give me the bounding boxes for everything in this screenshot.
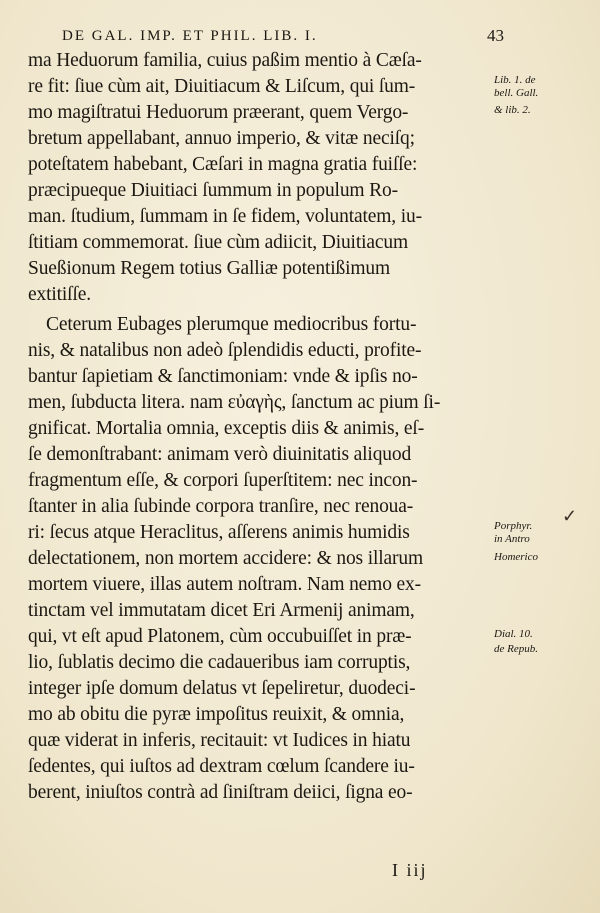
margin-note: in Antro [494, 533, 530, 545]
text-line: lio, ſublatis decimo die cadaueribus iam corruptis, [28, 652, 411, 673]
text-line: bantur ſapietiam & ſanctimoniam: vnde & ipſis no- [28, 366, 418, 387]
text-line: ſedentes, qui iuſtos ad dextram cœlum ſcandere iu- [28, 756, 415, 777]
text-line: quæ viderat in inferis, recitauit: vt Iudices in hiatu [28, 730, 411, 751]
margin-note: de Repub. [494, 643, 538, 655]
page-number: 43 [487, 26, 504, 45]
text-line: ma Heduorum familia, cuius paßim mentio à Cæſa- [28, 50, 422, 71]
running-title: DE GAL. IMP. ET PHIL. LIB. I. [62, 28, 318, 44]
text-line: nis, & natalibus non adeò ſplendidis educti, profite- [28, 340, 422, 361]
margin-check-mark: ✓ [562, 506, 578, 526]
text-line: Ceterum Eubages plerumque mediocribus fortu- [46, 314, 417, 335]
margin-note: & lib. 2. [494, 104, 531, 116]
text-line: ſtanter in alia ſubinde corpora tranſire, nec renoua- [28, 496, 414, 517]
text-line: gnificat. Mortalia omnia, exceptis diis & animis, eſ- [28, 418, 425, 439]
margin-note: Homerico [494, 551, 538, 563]
text-line: berent, iniuſtos contrà ad ſiniſtram deiici, ſigna eo- [28, 782, 413, 803]
text-line: ſtitiam commemorat. ſiue cùm adiicit, Diuitiacum [28, 232, 408, 253]
margin-note: Porphyr. [494, 520, 533, 532]
margin-note: Dial. 10. [494, 628, 533, 640]
text-line: fragmentum eſſe, & corpori ſuperſtitem: nec incon- [28, 470, 418, 491]
text-line: qui, vt eſt apud Platonem, cùm occubuiſſet in præ- [28, 626, 412, 647]
text-line: ri: ſecus atque Heraclitus, aſſerens animis humidis [28, 522, 410, 543]
text-line: Sueßionum Regem totius Galliæ potentißimum [28, 258, 391, 279]
text-line: man. ſtudium, ſummam in ſe fidem, voluntatem, iu- [28, 206, 422, 227]
signature-mark: I iij [392, 860, 428, 880]
text-line: mo ab obitu die pyræ impoſitus reuixit, & omnia, [28, 704, 405, 725]
text-line: bretum appellabant, annuo imperio, & vitæ neciſq; [28, 128, 415, 149]
text-line: præcipueque Diuitiaci ſummum in populum Ro- [28, 180, 398, 201]
text-line: delectationem, non mortem accidere: & nos illarum [28, 548, 423, 569]
text-line: integer ipſe domum delatus vt ſepeliretur, duodeci- [28, 678, 416, 699]
text-line: mo magiſtratui Heduorum præerant, quem Vergo- [28, 102, 409, 123]
text-line: extitiſſe. [28, 284, 91, 305]
margin-note: Lib. 1. de [494, 74, 536, 86]
text-line: mortem viuere, illas autem noſtram. Nam nemo ex- [28, 574, 421, 595]
text-line: men, ſubducta litera. nam εὐαγὴς, ſanctum ac pium ſi- [28, 392, 441, 413]
text-line: re fit: ſiue cùm ait, Diuitiacum & Liſcum, qui ſum- [28, 76, 416, 97]
margin-note: bell. Gall. [494, 87, 539, 99]
text-line: poteſtatem habebant, Cæſari in magna gratia fuiſſe: [28, 154, 418, 175]
text-line: tinctam vel immutatam dicet Eri Armenij animam, [28, 600, 415, 621]
text-line: ſe demonſtrabant: animam verò diuinitatis aliquod [28, 444, 412, 465]
